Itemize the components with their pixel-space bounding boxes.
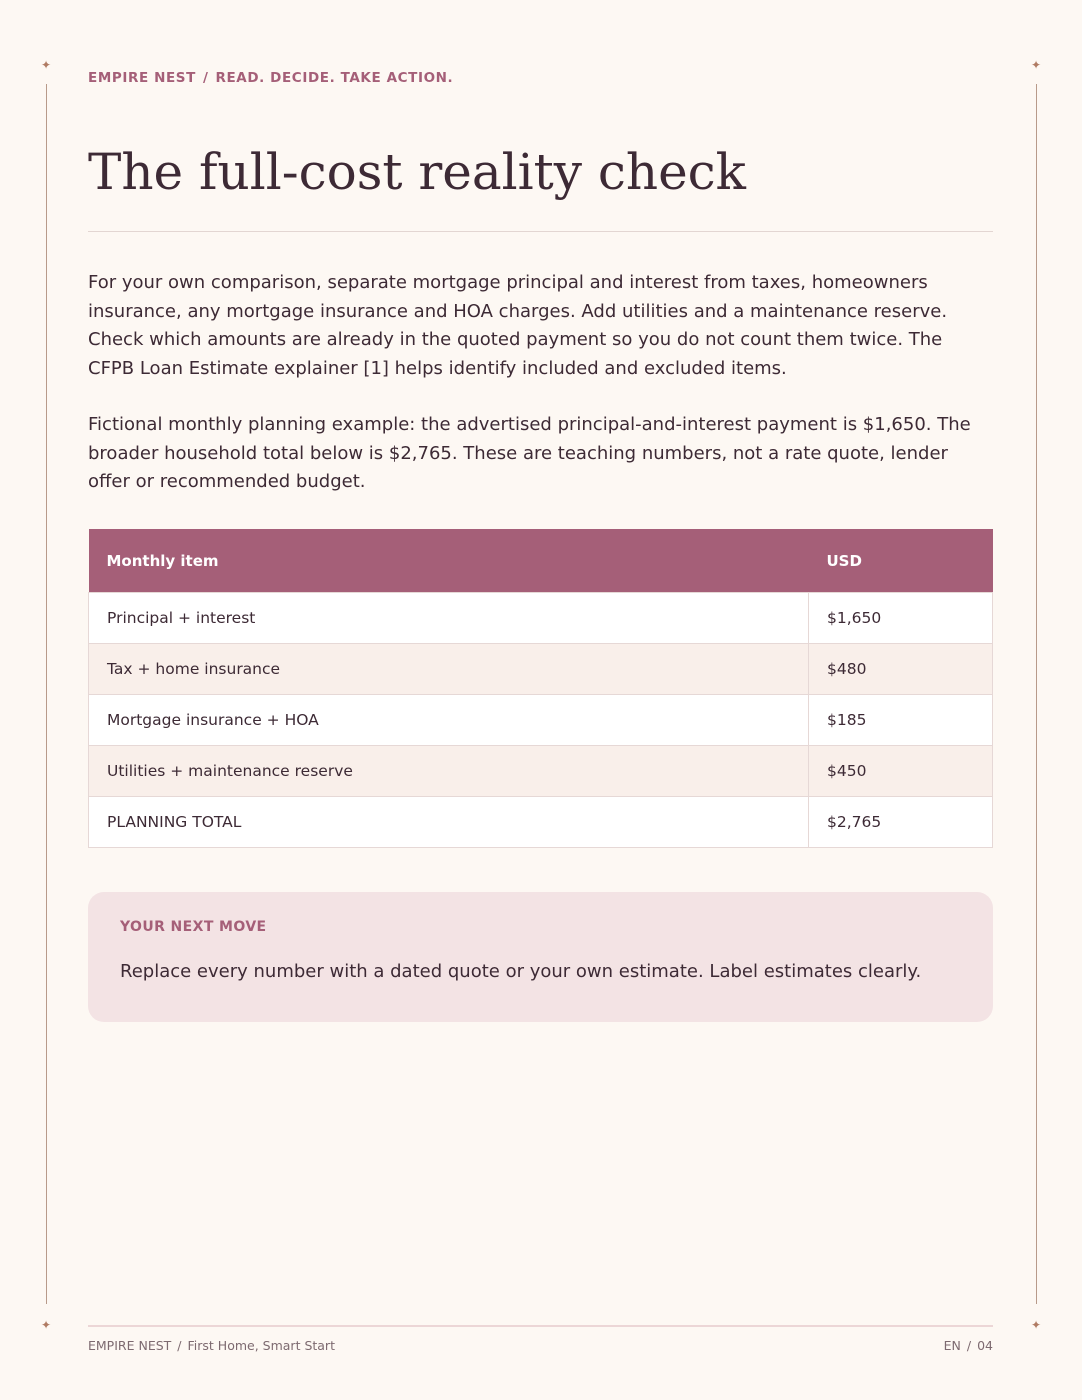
callout-text: Replace every number with a dated quote or your own estimate. Label estimates clearly.: [120, 961, 922, 982]
item-cell: Tax + home insurance: [89, 644, 809, 695]
footer-publication: [88, 1338, 335, 1353]
left-border-line: [46, 84, 47, 1304]
next-move-callout: [88, 892, 993, 1022]
table-row: [89, 593, 993, 644]
usd-cell: $480: [809, 644, 993, 695]
item-cell: Utilities + maintenance reserve: [89, 746, 809, 797]
usd-cell: $1,650: [809, 593, 993, 644]
table-header-row: [89, 529, 993, 593]
right-border-line: [1036, 84, 1037, 1304]
footer-page-info: [944, 1338, 993, 1353]
column-header-usd: USD: [809, 529, 993, 593]
footer-publication-title: First Home, Smart Start: [187, 1338, 335, 1353]
header-separator: /: [202, 70, 209, 86]
title-divider: [88, 231, 993, 232]
footer-language: EN: [943, 1338, 961, 1353]
sparkle-icon: ✦: [1030, 58, 1042, 72]
table-total-row: [89, 797, 993, 848]
page-number: 04: [977, 1338, 993, 1353]
table-row: [89, 644, 993, 695]
table-row: [89, 695, 993, 746]
column-header-item: Monthly item: [89, 529, 809, 593]
footer-separator: /: [966, 1338, 972, 1353]
callout-label: YOUR NEXT MOVE: [120, 919, 267, 935]
header-kicker: [88, 70, 453, 86]
footer-brand: EMPIRE NEST: [88, 1338, 172, 1353]
total-value-cell: $2,765: [809, 797, 993, 848]
usd-cell: $185: [809, 695, 993, 746]
item-cell: Mortgage insurance + HOA: [89, 695, 809, 746]
total-label-cell: PLANNING TOTAL: [89, 797, 809, 848]
example-paragraph: Fictional monthly planning example: the advertised principal-and-interest payment is $1,650. The broader household total below is $2,765. These are teaching numbers, not a rate quote, lender offer or recommended budget.: [88, 414, 971, 492]
item-cell: Principal + interest: [89, 593, 809, 644]
page-title: The full-cost reality check: [88, 143, 746, 201]
sparkle-icon: ✦: [40, 58, 52, 72]
monthly-cost-table: [88, 529, 993, 848]
header-brand: EMPIRE NEST: [88, 70, 196, 86]
footer-divider: [88, 1325, 993, 1327]
header-tagline: READ. DECIDE. TAKE ACTION.: [215, 70, 454, 86]
sparkle-icon: ✦: [1030, 1318, 1042, 1332]
sparkle-icon: ✦: [40, 1318, 52, 1332]
table-row: [89, 746, 993, 797]
footer-separator: /: [177, 1338, 182, 1353]
usd-cell: $450: [809, 746, 993, 797]
intro-paragraph: For your own comparison, separate mortgage principal and interest from taxes, homeowners insurance, any mortgage insurance and HOA charges. Add utilities and a maintenance reserve. Check which amounts are already in the quoted payment so you do not count them twice. The CFPB Loan Estimate explainer [1] helps identify included and excluded items.: [88, 272, 948, 379]
